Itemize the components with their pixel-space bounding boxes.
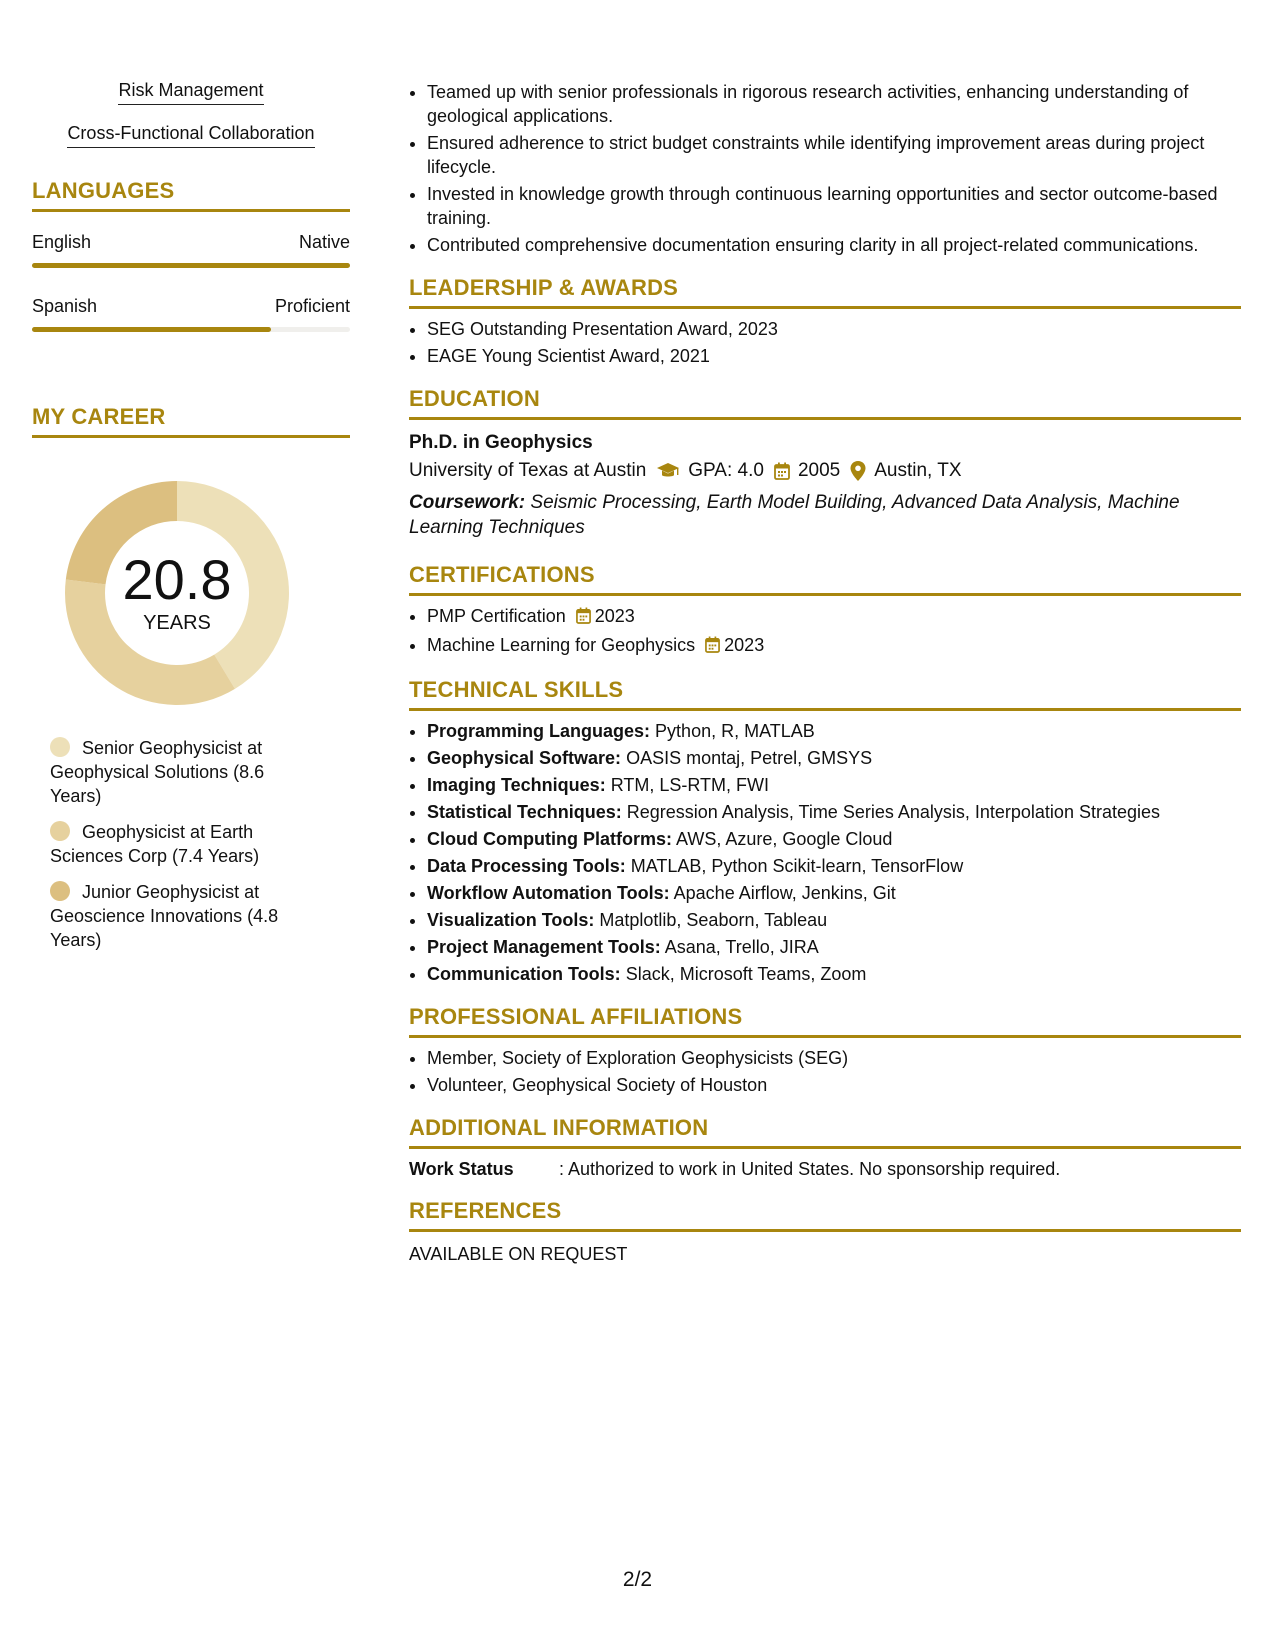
legend-color-dot	[50, 821, 70, 841]
language-item	[32, 232, 350, 268]
legend-color-dot	[50, 737, 70, 757]
school-location: Austin, TX	[874, 460, 962, 481]
list-item: • EAGE Young Scientist Award, 2021	[427, 344, 1241, 368]
work-status-label: Work Status	[409, 1159, 514, 1179]
certifications-list	[409, 604, 1241, 659]
work-status-value: : Authorized to work in United States. No sponsorship required.	[559, 1159, 1061, 1179]
calendar-icon	[576, 606, 591, 630]
skill-item: • Statistical Techniques: Regression Analysis, Time Series Analysis, Interpolation Strategies	[427, 800, 1241, 824]
language-proficiency-bar	[32, 263, 350, 268]
coursework	[409, 490, 1241, 540]
career-legend-item: Geophysicist at Earth Sciences Corp (7.4 Years)	[50, 822, 260, 866]
graduation-cap-icon	[656, 462, 680, 480]
skill-tag: Risk Management	[32, 80, 350, 105]
references-heading: REFERENCES	[409, 1198, 1241, 1232]
skill-item: • Cloud Computing Platforms: AWS, Azure, Google Cloud	[427, 827, 1241, 851]
skill-item: • Imaging Techniques: RTM, LS-RTM, FWI	[427, 773, 1241, 797]
certification-item: • PMP Certification 2023	[427, 604, 1241, 630]
education-details	[409, 460, 1241, 482]
language-name: English	[32, 232, 92, 252]
skill-item: • Visualization Tools: Matplotlib, Seaborn, Tableau	[427, 908, 1241, 932]
language-proficiency-fill	[32, 327, 271, 332]
sidebar	[32, 80, 350, 964]
career-total-years: 20.8	[122, 548, 232, 611]
skill-tag: Cross-Functional Collaboration	[32, 123, 350, 148]
work-status-row	[409, 1159, 1241, 1180]
coursework-list: Seismic Processing, Earth Model Building, Advanced Data Analysis, Machine Learning Techniques	[409, 492, 1180, 538]
list-item: • Contributed comprehensive documentation ensuring clarity in all project-related communications.	[427, 233, 1241, 257]
career-heading: MY CAREER	[32, 404, 350, 438]
calendar-icon	[705, 635, 720, 659]
language-name: Spanish	[32, 296, 98, 316]
calendar-icon	[774, 462, 790, 480]
additional-info-heading: ADDITIONAL INFORMATION	[409, 1115, 1241, 1149]
skill-item: • Workflow Automation Tools: Apache Airflow, Jenkins, Git	[427, 881, 1241, 905]
location-pin-icon	[850, 461, 866, 481]
coursework-label: Coursework:	[409, 492, 526, 513]
experience-bullets	[409, 80, 1241, 257]
awards-list	[409, 317, 1241, 368]
technical-skills-heading: TECHNICAL SKILLS	[409, 677, 1241, 711]
career-donut-chart	[62, 478, 292, 708]
career-total-unit: YEARS	[143, 612, 211, 634]
education-heading: EDUCATION	[409, 386, 1241, 420]
career-legend	[50, 736, 310, 952]
language-level: Native	[298, 232, 350, 252]
list-item: • Ensured adherence to strict budget constraints while identifying improvement areas during project lifecycle.	[427, 131, 1241, 179]
list-item: • Volunteer, Geophysical Society of Houston	[427, 1073, 1241, 1097]
list-item: • SEG Outstanding Presentation Award, 2023	[427, 317, 1241, 341]
school-name: University of Texas at Austin	[409, 460, 647, 481]
skill-item: • Data Processing Tools: MATLAB, Python Scikit-learn, TensorFlow	[427, 854, 1241, 878]
languages-heading: LANGUAGES	[32, 178, 350, 212]
awards-heading: LEADERSHIP & AWARDS	[409, 275, 1241, 309]
list-item: • Member, Society of Exploration Geophysicists (SEG)	[427, 1046, 1241, 1070]
language-proficiency-fill	[32, 263, 350, 268]
references-text: AVAILABLE ON REQUEST	[409, 1244, 628, 1264]
language-proficiency-bar	[32, 327, 350, 332]
technical-skills-list	[409, 719, 1241, 986]
skill-item: • Communication Tools: Slack, Microsoft Teams, Zoom	[427, 962, 1241, 986]
language-level: Proficient	[274, 296, 350, 316]
degree-title: Ph.D. in Geophysics	[409, 432, 593, 453]
affiliations-heading: PROFESSIONAL AFFILIATIONS	[409, 1004, 1241, 1038]
gpa: GPA: 4.0	[688, 460, 764, 481]
graduation-year: 2005	[797, 460, 841, 481]
main-content	[409, 80, 1241, 1265]
list-item: • Teamed up with senior professionals in rigorous research activities, enhancing understanding of geological applications.	[427, 80, 1241, 128]
page-number: 2/2	[622, 1568, 653, 1591]
language-item	[32, 296, 350, 332]
affiliations-list	[409, 1046, 1241, 1097]
legend-color-dot	[50, 881, 70, 901]
career-legend-item: Junior Geophysicist at Geoscience Innovations (4.8 Years)	[50, 882, 279, 950]
skill-item: • Programming Languages: Python, R, MATLAB	[427, 719, 1241, 743]
career-legend-item: Senior Geophysicist at Geophysical Solutions (8.6 Years)	[50, 738, 265, 806]
list-item: • Invested in knowledge growth through continuous learning opportunities and sector outcome-based training.	[427, 182, 1241, 230]
certification-item: • Machine Learning for Geophysics 2023	[427, 633, 1241, 659]
skill-item: • Geophysical Software: OASIS montaj, Petrel, GMSYS	[427, 746, 1241, 770]
skill-item: • Project Management Tools: Asana, Trello, JIRA	[427, 935, 1241, 959]
certifications-heading: CERTIFICATIONS	[409, 562, 1241, 596]
